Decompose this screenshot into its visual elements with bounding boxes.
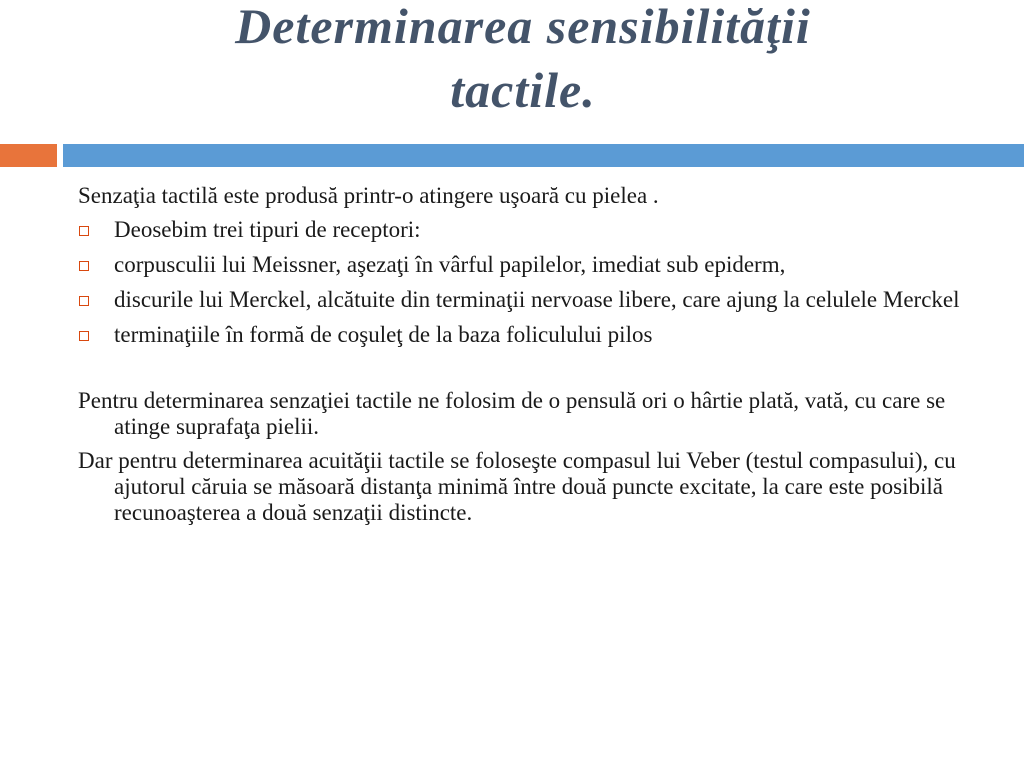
intro-paragraph: Senzaţia tactilă este produsă printr-o atingere uşoară cu pielea . — [78, 183, 659, 208]
bullet-item-receptors — [78, 217, 998, 243]
bullet-item-label: corpusculii lui Meissner, aşezaţi în vârful papilelor, imediat sub epiderm, — [114, 252, 786, 277]
slide-title — [0, 0, 1024, 122]
hollow-square-bullet-icon — [79, 296, 89, 306]
hollow-square-bullet-icon — [79, 261, 89, 271]
body-spacer — [78, 357, 998, 382]
bullet-item-merckel — [78, 287, 998, 313]
paragraph-brush-method: Pentru determinarea senzaţiei tactile ne folosim de o pensulă ori o hârtie plată, vată, cu care se atinge suprafaţa pielii. — [78, 388, 946, 439]
title-divider-blue — [63, 144, 1024, 167]
bullet-item-label: Deosebim trei tipuri de receptori: — [114, 217, 421, 242]
paragraph-compass-test: Dar pentru determinarea acuităţii tactile se foloseşte compasul lui Veber (testul compasului), cu ajutorul căruia se măsoară distanţa minimă între două puncte excitate, la care este posibilă recunoaşterea a două senzaţii distincte. — [78, 448, 956, 525]
title-divider-orange — [0, 144, 57, 167]
bullet-item-label: terminaţiile în formă de coşuleţ de la baza foliculului pilos — [114, 322, 653, 347]
bullet-item-meissner — [78, 252, 998, 278]
slide-body — [78, 180, 998, 526]
bullet-item-follicle — [78, 322, 998, 348]
hollow-square-bullet-icon — [79, 331, 89, 341]
slide-title-line-1: Determinarea sensibilităţii — [235, 0, 811, 54]
hollow-square-bullet-icon — [79, 226, 89, 236]
bullet-item-label: discurile lui Merckel, alcătuite din terminaţii nervoase libere, care ajung la celulele Merckel — [114, 287, 960, 312]
slide-title-line-2: tactile. — [450, 62, 596, 118]
